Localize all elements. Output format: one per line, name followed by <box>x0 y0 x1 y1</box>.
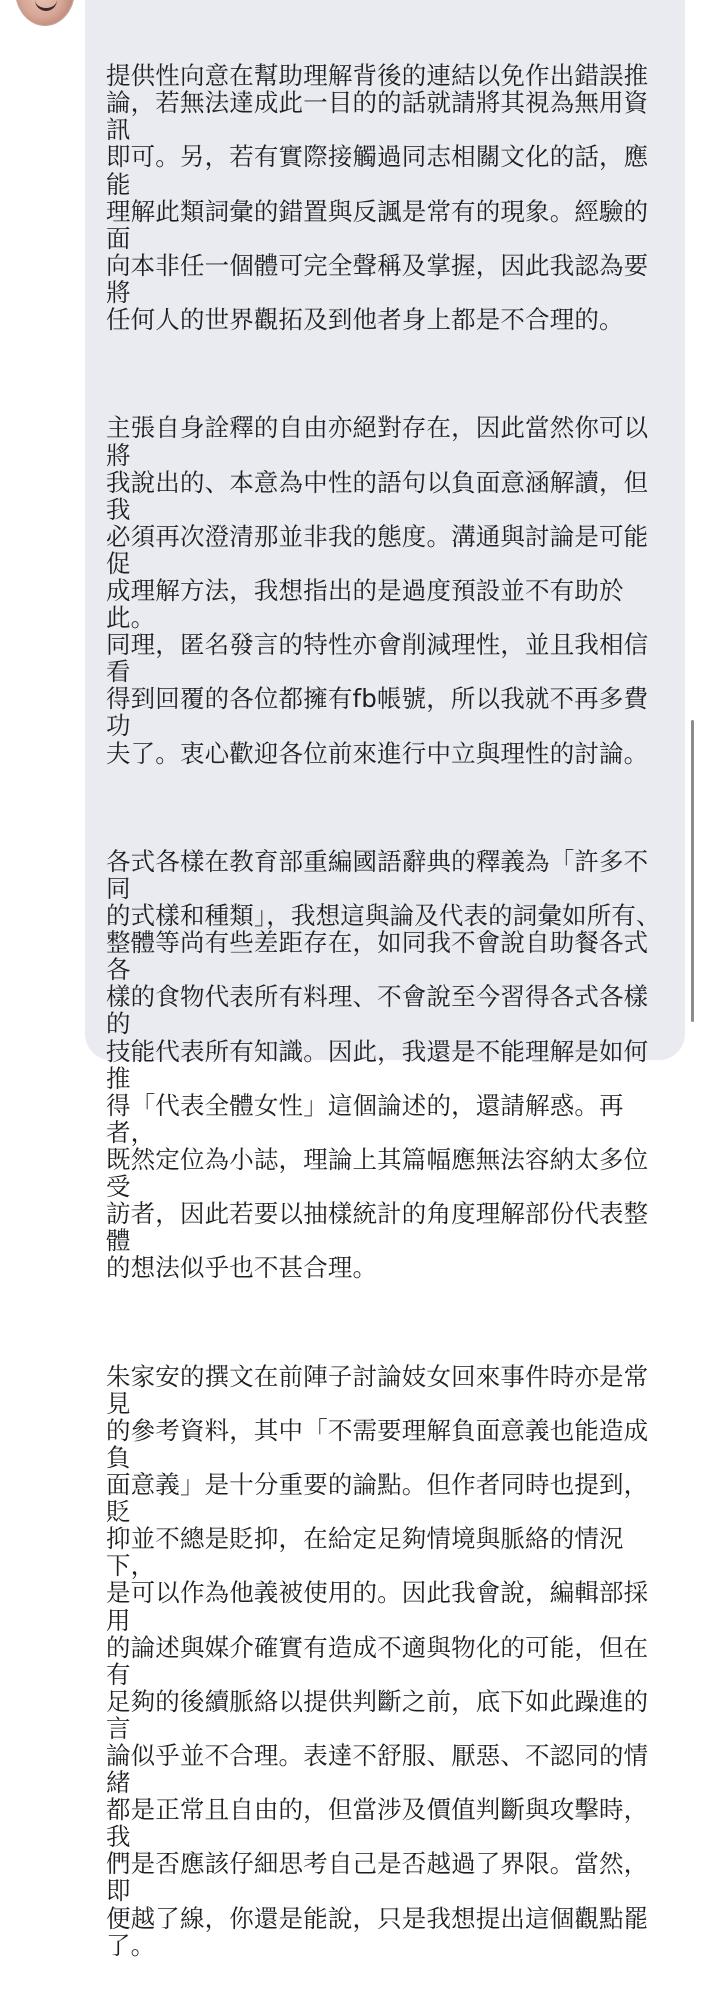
comment-paragraph: 提供性向意在幫助理解背後的連結以免作出錯誤推 論，若無法達成此一目的的話就請將其視為無用資訊 即可。另，若有實際接觸過同志相關文化的話，應能 理解此類詞彙的錯置與反諷是常有的現象。經驗的面 向本非任一個體可完全聲稱及掌握，因此我認為要將 任何人的世界觀拓及到他者身上都是不合理的。 <box>106 61 649 335</box>
vertical-scrollbar[interactable] <box>691 720 694 1022</box>
comment-paragraph: 朱家安的撰文在前陣子討論妓女回來事件時亦是常見 的參考資料，其中「不需要理解負面意義也能造成負 面意義」是十分重要的論點。但作者同時也提到，貶 抑並不總是貶抑，在給定足夠情境與脈絡的情況下， 是可以作為他義被使用的。因此我會說，編輯部採用 的論述與媒介確實有造成不適與物化的可能，但在有 足夠的後續脈絡以提供判斷之前，底下如此躁進的言 論似乎並不合理。表達不舒服、厭惡、不認同的情緒 都是正常且自由的，但當涉及價值判斷與攻擊時，我 們是否應該仔細思考自己是否越過了界限。當然，即 便越了線，你還是能說，只是我想提出這個觀點罷 了。 <box>106 1361 649 1960</box>
avatar-photo-detail <box>35 0 57 11</box>
comment-text <box>106 8 666 2013</box>
comment-paragraph: 各式各樣在教育部重編國語辭典的釋義為「許多不同 的式樣和種類」，我想這與論及代表的詞彙如所有、 整體等尚有些差距存在，如同我不會說自助餐各式各 樣的食物代表所有料理、不會說至今習得各式各樣的 技能代表所有知識。因此，我還是不能理解是如何推 得「代表全體女性」這個論述的，還請解惑。再者， 既然定位為小誌，理論上其篇幅應無法容納太多位受 訪者，因此若要以抽樣統計的角度理解部份代表整體 的想法似乎也不甚合理。 <box>106 846 661 1283</box>
comment-paragraph: 主張自身詮釋的自由亦絕對存在，因此當然你可以將 我說出的、本意為中性的語句以負面意涵解讀，但我 必須再次澄清那並非我的態度。溝通與討論是可能促 成理解方法，我想指出的是過度預設並不有助於此。 同理，匿名發言的特性亦會削減理性，並且我相信看 得到回覆的各位都擁有fb帳號，所以我就不再多費功 夫了。衷心歡迎各位前來進行中立與理性的討論。 <box>106 413 649 768</box>
avatar[interactable] <box>15 0 75 26</box>
